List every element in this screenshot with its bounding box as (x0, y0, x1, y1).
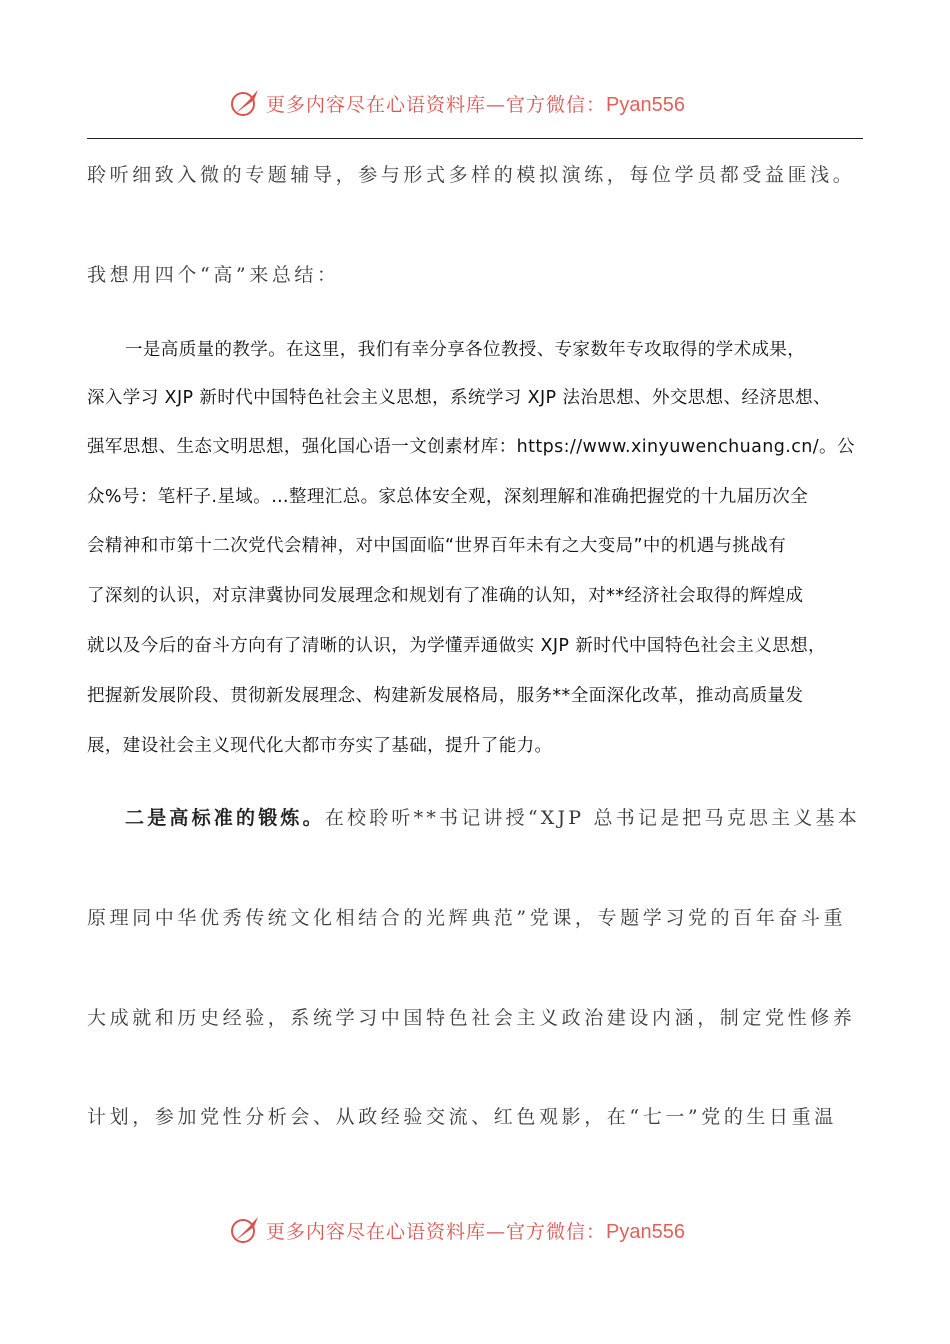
banner-text: 更多内容尽在心语资料库—官方微信：Pyan556 (266, 1220, 685, 1243)
section-heading: 二是高标准的锻炼。 (125, 807, 325, 829)
paragraph-line: 了深刻的认识，对京津冀协同发展理念和规划有了准确的认知，对**经济社会取得的辉煌成 (87, 586, 804, 606)
paragraph-line: 一是高质量的教学。在这里，我们有幸分享各位教授、专家数年专攻取得的学术成果， (125, 340, 806, 360)
paragraph-line: 把握新发展阶段、贯彻新发展理念、构建新发展格局，服务**全面深化改革，推动高质量发 (87, 686, 804, 706)
text-line: 我想用四个“高”来总结： (87, 264, 340, 286)
paragraph-line: 大成就和历史经验，系统学习中国特色社会主义政治建设内涵，制定党性修养 (87, 1007, 856, 1029)
text-line: 聆听细致入微的专题辅导，参与形式多样的模拟演练，每位学员都受益匪浅。 (87, 164, 856, 186)
paragraph-line: 计划，参加党性分析会、从政经验交流、红色观影，在“七一”党的生日重温 (87, 1106, 837, 1128)
paragraph-line: 会精神和市第十二次党代会精神，对中国面临“世界百年未有之大变局”中的机遇与挑战有 (87, 536, 787, 556)
footer-banner (0, 1210, 950, 1250)
header-banner (0, 83, 950, 123)
header-divider (87, 138, 863, 139)
paragraph-line: 强军思想、生态文明思想，强化国心语一文创素材库：https://www.xinyuwenchuang.cn/。公 (87, 437, 855, 457)
quill-logo-icon (228, 1213, 262, 1247)
paragraph-line: 深入学习 XJP 新时代中国特色社会主义思想，系统学习 XJP 法治思想、外交思想、经济思想、 (87, 388, 831, 408)
paragraph-line: 就以及今后的奋斗方向有了清晰的认识，为学懂弄通做实 XJP 新时代中国特色社会主义思想， (87, 636, 826, 656)
paragraph-line: 展，建设社会主义现代化大都市夯实了基础，提升了能力。 (87, 736, 553, 756)
paragraph-line: 二是高标准的锻炼。在校聆听**书记讲授“XJP 总书记是把马克思主义基本 (125, 807, 860, 829)
paragraph-line: 众%号：笔杆子.星域。…整理汇总。家总体安全观，深刻理解和准确把握党的十九届历次全 (87, 487, 809, 507)
quill-logo-icon (228, 86, 262, 120)
banner-text: 更多内容尽在心语资料库—官方微信：Pyan556 (266, 93, 685, 116)
paragraph-line: 原理同中华优秀传统文化相结合的光辉典范”党课，专题学习党的百年奋斗重 (87, 907, 847, 929)
